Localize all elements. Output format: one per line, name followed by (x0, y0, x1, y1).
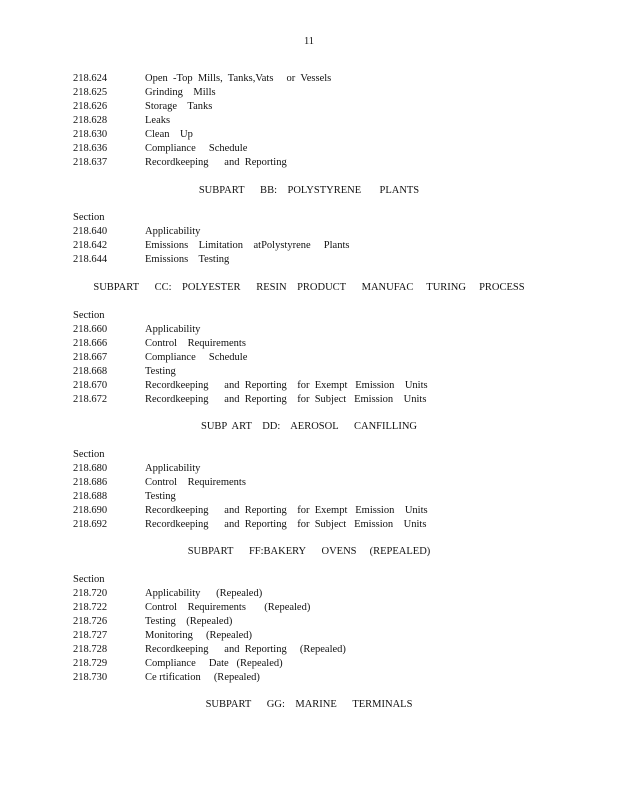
section-number: 218.726 (73, 616, 108, 627)
section-number: 218.626 (73, 101, 108, 112)
section-title: Applicability (145, 463, 201, 474)
section-list-bb (73, 211, 593, 267)
section-number: 218.667 (73, 352, 108, 363)
section-number: 218.730 (73, 672, 108, 683)
section-number: 218.680 (73, 463, 108, 474)
list-item (73, 518, 593, 532)
section-title: Recordkeeping and Reporting for Subject Emission Units (145, 394, 427, 405)
section-title: Control Requirements (Repealed) (145, 602, 311, 613)
section-number: 218.727 (73, 630, 108, 641)
list-item (73, 490, 593, 504)
section-number: 218.690 (73, 505, 108, 516)
list-item (73, 462, 593, 476)
section-number: 218.688 (73, 491, 108, 502)
section-number: 218.666 (73, 338, 108, 349)
list-item (73, 100, 593, 114)
section-number: 218.720 (73, 588, 108, 599)
list-item (73, 72, 593, 86)
section-title: Control Requirements (145, 477, 246, 488)
section-number: 218.628 (73, 115, 108, 126)
section-title: Clean Up (145, 129, 193, 140)
list-item (73, 239, 593, 253)
list-item (73, 379, 593, 393)
section-title: Compliance Schedule (145, 143, 248, 154)
section-title: Emissions Testing (145, 254, 230, 265)
list-item (73, 643, 593, 657)
section-title: Applicability (Repealed) (145, 588, 263, 599)
list-item (73, 337, 593, 351)
section-title: Compliance Date (Repealed) (145, 658, 283, 669)
section-title: Control Requirements (145, 338, 246, 349)
section-label: Section (73, 310, 105, 321)
section-list-dd (73, 448, 593, 532)
section-title: Testing (145, 366, 176, 377)
section-title: Applicability (145, 226, 201, 237)
section-title: Applicability (145, 324, 201, 335)
section-label: Section (73, 574, 105, 585)
list-item (73, 504, 593, 518)
section-number: 218.668 (73, 366, 108, 377)
section-title: Compliance Schedule (145, 352, 248, 363)
section-title: Recordkeeping and Reporting for Subject Emission Units (145, 519, 427, 530)
section-title: Testing (Repealed) (145, 616, 233, 627)
section-number: 218.670 (73, 380, 108, 391)
section-number: 218.624 (73, 73, 108, 84)
section-title: Recordkeeping and Reporting (145, 157, 287, 168)
section-number: 218.642 (73, 240, 108, 251)
section-number: 218.722 (73, 602, 108, 613)
section-title: Recordkeeping and Reporting for Exempt Emission Units (145, 505, 428, 516)
list-item (73, 671, 593, 685)
section-title: Recordkeeping and Reporting (Repealed) (145, 644, 346, 655)
section-number: 218.692 (73, 519, 108, 530)
list-item (73, 128, 593, 142)
section-title: Testing (145, 491, 176, 502)
list-item (73, 142, 593, 156)
section-title: Open -Top Mills, Tanks,Vats or Vessels (145, 73, 332, 84)
section-number: 218.636 (73, 143, 108, 154)
subpart-heading-bb: SUBPART BB: POLYSTYRENE PLANTS (198, 185, 420, 196)
list-item (73, 601, 593, 615)
section-number: 218.637 (73, 157, 108, 168)
section-number: 218.672 (73, 394, 108, 405)
list-item (73, 657, 593, 671)
subpart-heading-ff: SUBPART FF:BAKERY OVENS (REPEALED) (187, 546, 431, 557)
subpart-heading-gg: SUBPART GG: MARINE TERMINALS (205, 699, 413, 710)
section-number: 218.644 (73, 254, 108, 265)
section-number: 218.728 (73, 644, 108, 655)
list-item (73, 225, 593, 239)
section-title: Storage Tanks (145, 101, 213, 112)
page-number: 11 (303, 36, 315, 47)
subpart-heading-cc: SUBPART CC: POLYESTER RESIN PRODUCT MANUFAC TURING PROCESS (93, 282, 525, 293)
section-title: Ce rtification (Repealed) (145, 672, 260, 683)
section-number: 218.630 (73, 129, 108, 140)
list-item (73, 587, 593, 601)
section-number: 218.729 (73, 658, 108, 669)
list-item (73, 365, 593, 379)
list-item (73, 629, 593, 643)
list-item (73, 615, 593, 629)
section-title: Grinding Mills (145, 87, 216, 98)
list-item (73, 351, 593, 365)
subpart-heading-dd: SUBP ART DD: AEROSOL CANFILLING (200, 421, 417, 432)
section-title: Recordkeeping and Reporting for Exempt Emission Units (145, 380, 428, 391)
section-title: Monitoring (Repealed) (145, 630, 253, 641)
list-item (73, 476, 593, 490)
section-list-ff (73, 573, 593, 685)
list-item (73, 393, 593, 407)
list-item (73, 323, 593, 337)
section-title: Emissions Limitation atPolystyrene Plants (145, 240, 350, 251)
section-label: Section (73, 449, 105, 460)
section-number: 218.640 (73, 226, 108, 237)
list-item (73, 253, 593, 267)
section-number: 218.625 (73, 87, 108, 98)
section-list-cc (73, 309, 593, 407)
section-title: Leaks (145, 115, 171, 126)
list-item (73, 156, 593, 170)
list-item (73, 114, 593, 128)
list-item (73, 86, 593, 100)
section-list-continuation (73, 72, 593, 170)
section-number: 218.660 (73, 324, 108, 335)
section-label: Section (73, 212, 105, 223)
section-number: 218.686 (73, 477, 108, 488)
